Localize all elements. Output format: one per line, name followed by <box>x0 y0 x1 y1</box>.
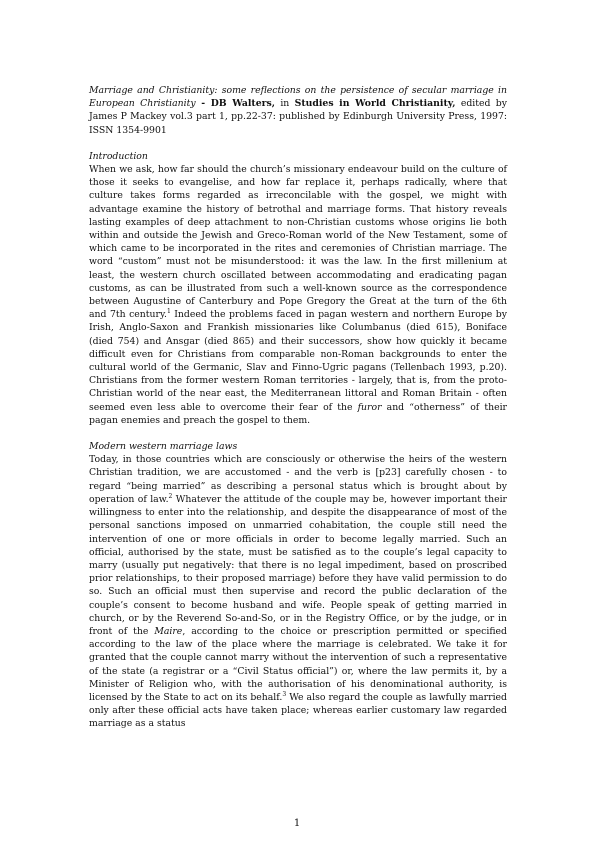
modern-text-b: Whatever the attitude of the couple may be, however important their willingness to enter into the relationship, and despite the disappearance of most of the personal sanctions imposed on unmarried cohabitation, the couple still need the intervention of one or more officials in order to become legally married. Such an official, authorised by the state, must be satisfied as to the couple’s legal capacity to marry (usually put negatively: that there is no legal impediment, based on proscribed prior relationships, to their proposed marriage) before they have valid permission to do so. Such an official must then supervise and record the public declaration of the couple’s consent to become husband and wife. People speak of getting married in church, or by the Reverend So-and-So, or in the Registry Office, or by the judge, or in front of the <box>89 493 507 637</box>
modern-laws-heading: Modern western marriage laws <box>89 441 238 453</box>
introduction-text-a: When we ask, how far should the church’s missionary endeavour build on the culture of those it seeks to evangelise, and how far replace it, perhaps radically, where that culture takes forms regarded as irreconcilable with the gospel, we might with advantage examine the history of betrothal and marriage forms. That history reveals lasting examples of deep attachment to non-Christian customs whose origins lie both within and outside the Jewish and Greco-Roman world of the New Testament, some of which came to be incorporated in the rites and ceremonies of Christian marriage. The word “custom” must not be misunderstood: it was the law. In the first millenium at least, the western church oscillated between accommodating and eradicating pagan customs, as can be illustrated from such a well-known source as the correspondence between Augustine of Canterbury and Pope Gregory the Great at the turn of the 6th and 7th century. <box>89 164 507 321</box>
modern-text-c: , according to the choice or prescription permitted or specified according to the law of the place where the marriage is celebrated. We take it for granted that the couple cannot marry without the intervention of such a representative of the state (a registrar or a “Civil Status official”) or, where the law permits it, by a Minister of Religion who, with the authorisation of his denominational authority, is licensed by the State to act on its behalf. <box>89 625 507 703</box>
footnote-ref-1[interactable]: 1 <box>166 308 171 316</box>
introduction-text-b: Indeed the problems faced in pagan western and northern Europe by Irish, Anglo-Saxon and Frankish missionaries like Columbanus (died 615), Boniface (died 754) and Ansgar (died 865) and their successors, show how quickly it became difficult even for Christians from comparable non-Roman backgrounds to enter the cultural world of the Germanic, Slav and Finno-Ugric pagans (Tellenbach 1993, p.20). Christians from the former western Roman territories - largely, that is, from the proto-Christian world of the near east, the Mediterranean littoral and Roman Britain - often seemed even less able to overcome their fear of the <box>89 309 507 413</box>
journal-name: Studies in World Christianity, <box>294 98 456 110</box>
introduction-paragraph <box>89 163 507 427</box>
maire-term: Maire <box>154 625 183 637</box>
introduction-text-c: and “otherness” of their pagan enemies and preach the gospel to them. <box>89 401 507 426</box>
footnote-ref-2[interactable]: 2 <box>168 492 173 500</box>
document-body <box>89 84 507 731</box>
page-number: 1 <box>293 818 301 829</box>
introduction-heading: Introduction <box>89 150 148 162</box>
article-title: Marriage and Christianity: some reflections on the persistence of secular marriage in European Christianity <box>89 85 507 110</box>
citation-paragraph <box>89 84 507 137</box>
modern-laws-paragraph <box>89 453 507 730</box>
modern-text-a: Today, in those countries which are consciously or otherwise the heirs of the western Christian tradition, we are accustomed - and the verb is [p23] carefully chosen - to regard “being married” as describing a personal status which is brought about by operation of law. <box>89 454 507 505</box>
citation-details: edited by James P Mackey vol.3 part 1, pp.22-37: published by Edinburgh University Press, 1997: ISSN 1354-9901 <box>89 98 507 136</box>
footnote-ref-3[interactable]: 3 <box>282 690 287 698</box>
citation-in: in <box>275 98 295 110</box>
furor-term: furor <box>357 401 382 413</box>
author-name: - DB Walters, <box>195 98 275 110</box>
modern-text-d: We also regard the couple as lawfully married only after these official acts have taken place; whereas earlier customary law regarded marriage as a status <box>89 691 507 730</box>
